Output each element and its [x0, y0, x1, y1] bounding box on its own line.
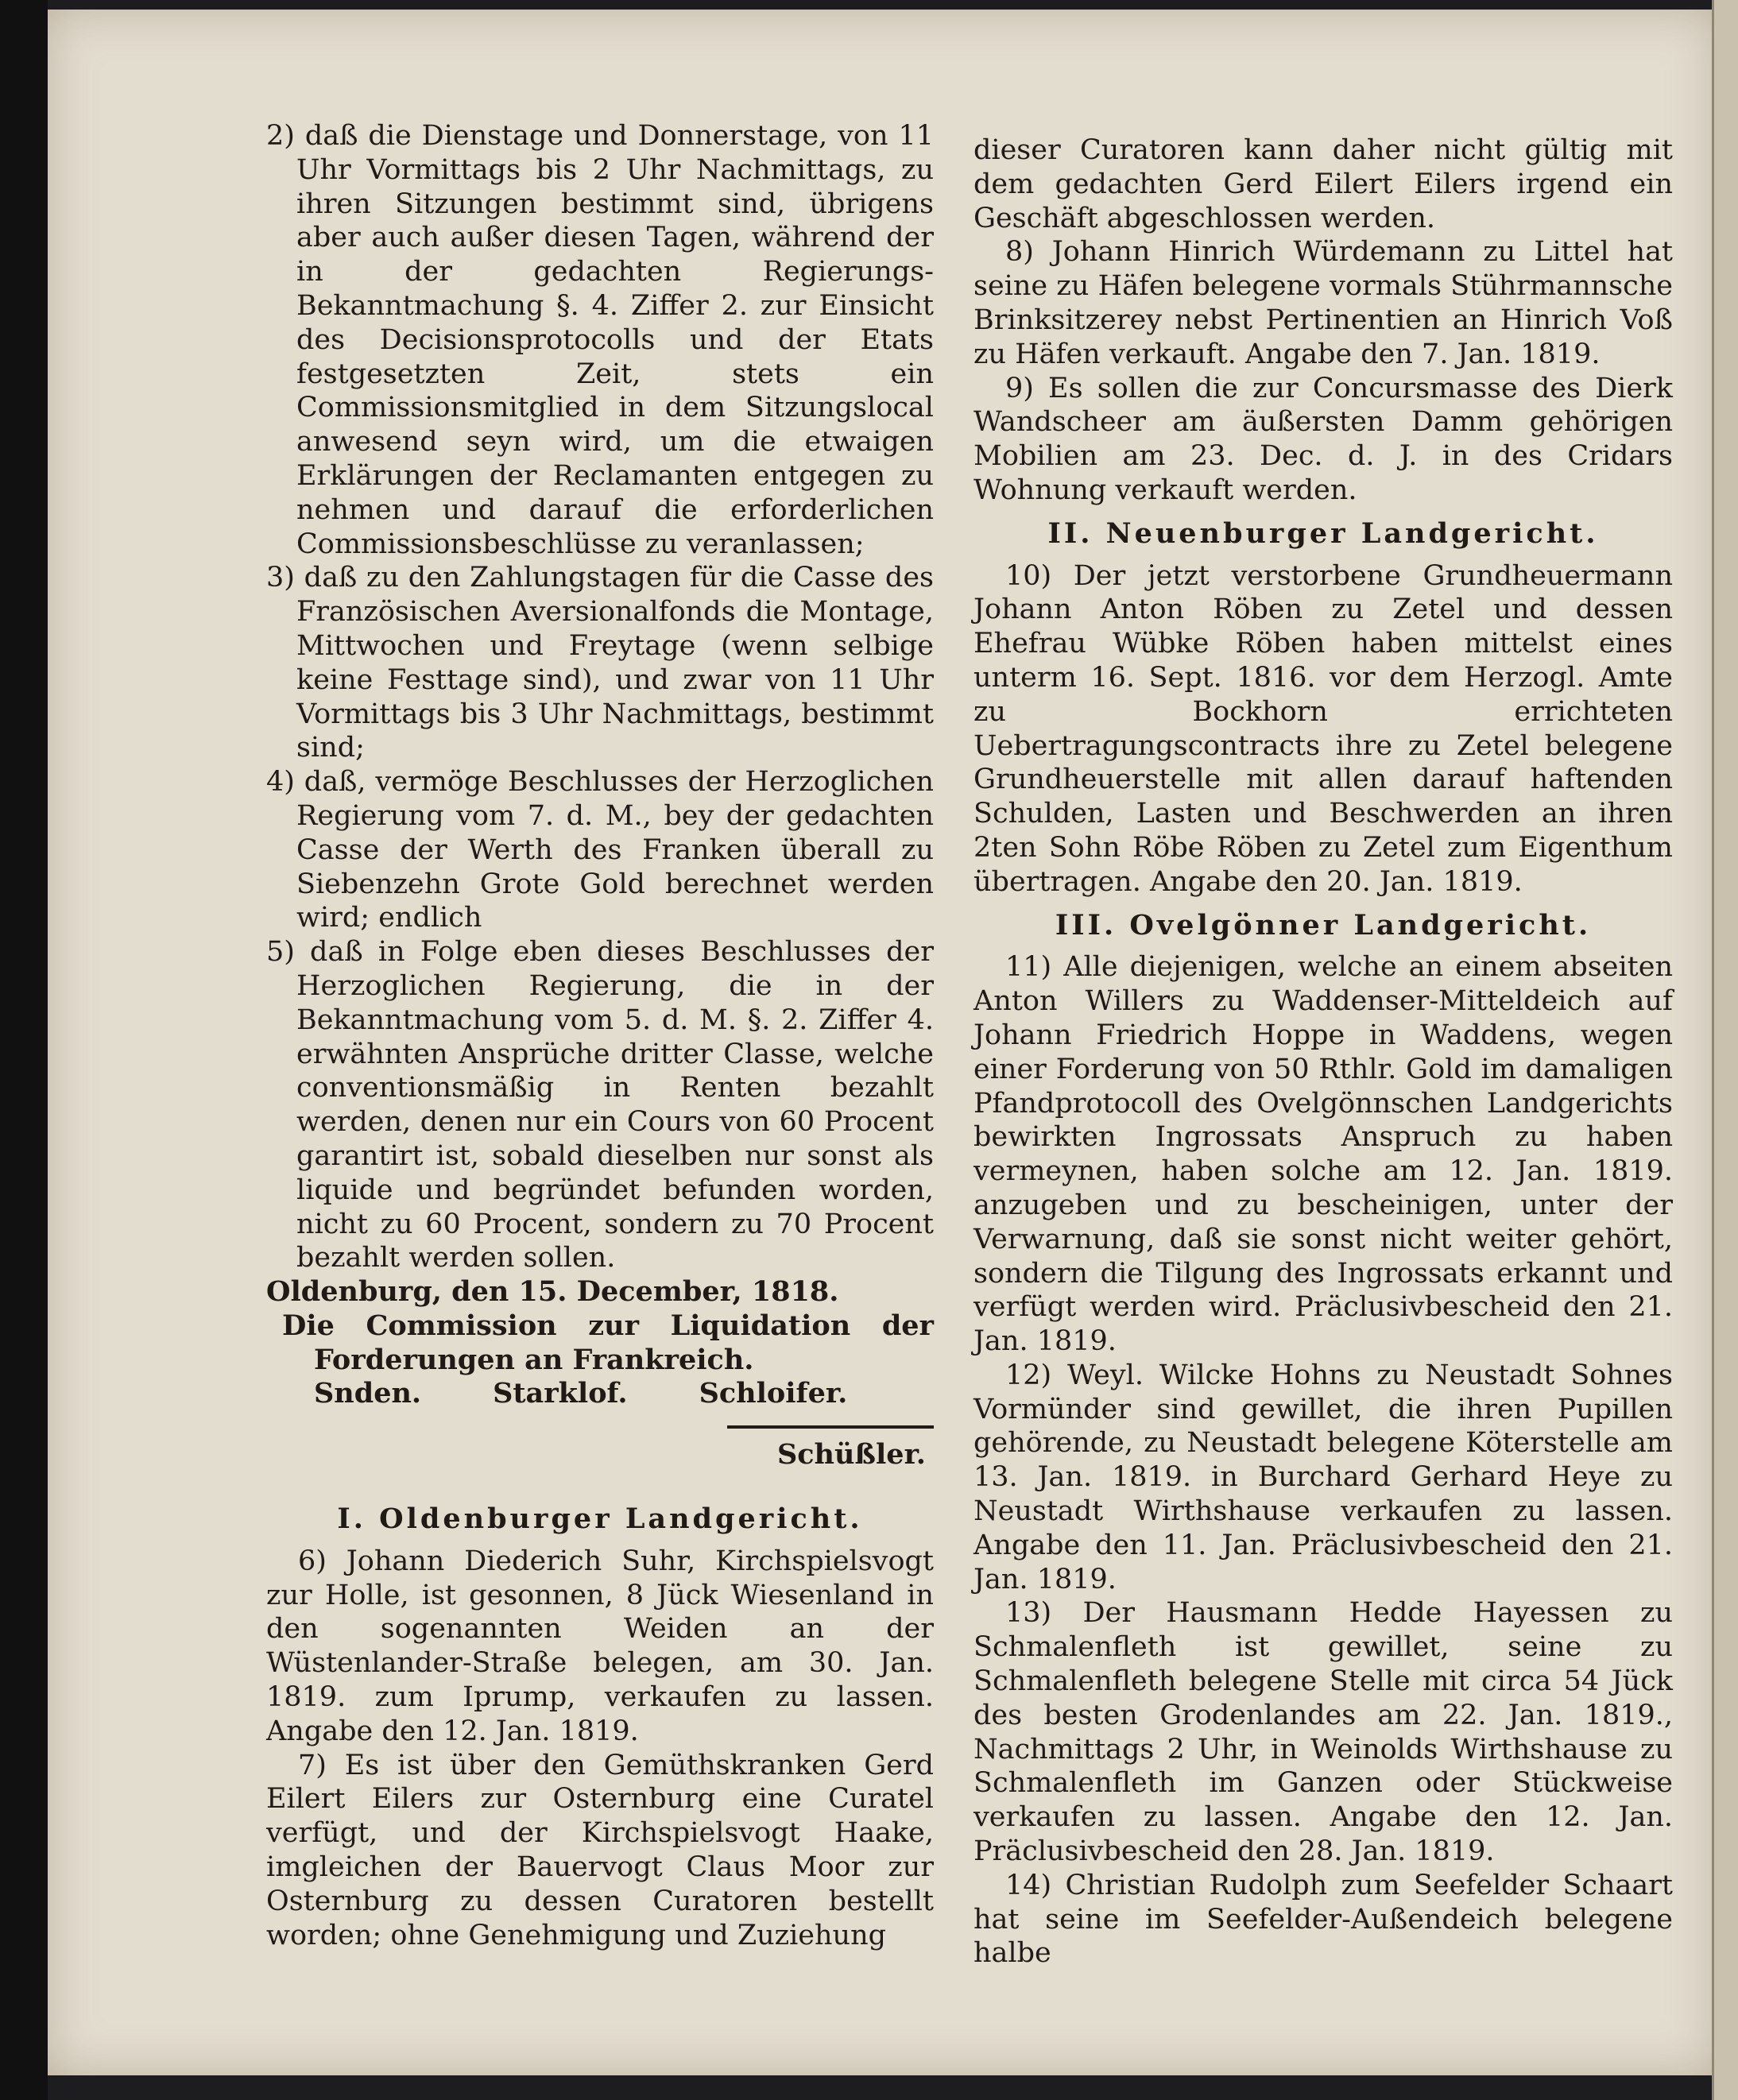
signature: Starklof. — [493, 1377, 628, 1410]
entry-9: 9) Es sollen die zur Concursmasse des Dierk Wandscheer am äußersten Damm gehörigen Mobilien am 23. Dec. d. J. in des Cridars Wohnung verkauft werden. — [974, 372, 1673, 506]
entry-12: 12) Weyl. Wilcke Hohns zu Neustadt Sohnes Vormünder sind gewillet, die ihren Pupillen gehörende, zu Neustadt belegene Köterstelle am 13. Jan. 1819. in Burchard Gerhard Heye zu Neustadt Wirthshause verkaufen zu lassen. Angabe den 11. Jan. Präclusivbescheid den 21. Jan. 1819. — [974, 1359, 1673, 1595]
signature: Schloifer. — [699, 1377, 848, 1410]
binding-shadow — [0, 0, 48, 2100]
entry-6: 6) Johann Diederich Suhr, Kirchspielsvogt zur Holle, ist gesonnen, 8 Jück Wiesenland in den sogenannten Weiden an der Wüstenlander-Straße belegen, am 30. Jan. 1819. zum Iprump, verkaufen zu lassen. Angabe den 12. Jan. 1819. — [266, 1545, 934, 1747]
divider-rule — [727, 1425, 934, 1429]
section-heading-ovelgoenne: III. Ovelgönner Landgericht. — [1055, 908, 1592, 942]
page-edge — [1712, 0, 1738, 2100]
entry-11: 11) Alle diejenigen, welche an einem abseiten Anton Willers zu Waddenser-Mitteldeich auf Johann Friedrich Hoppe in Waddens, wegen einer Forderung von 50 Rthlr. Gold im damaligen Pfandprotocoll des Ovelgönnschen Landgerichts bewirkten Ingrossats Anspruch zu haben vermeynen, haben solche am 12. Jan. 1819. anzugeben und zu bescheinigen, unter der Verwarnung, daß sie sonst nicht weiter gehört, sondern die Tilgung des Ingrossats erkannt und verfügt werden wird. Präclusivbescheid den 21. Jan. 1819. — [974, 951, 1673, 1358]
left-column — [266, 119, 934, 1952]
paragraph-item-3: 3) daß zu den Zahlungstagen für die Casse des Französischen Aversionalfonds die Montage, Mittwochen und Freytage (wenn selbige keine Festtage sind), und zwar von 11 Uhr Vormittags bis 3 Uhr Nachmittags, bestimmt sind; — [266, 562, 934, 764]
section-heading-oldenburg: I. Oldenburger Landgericht. — [337, 1502, 863, 1536]
entry-7-continued: dieser Curatoren kann daher nicht gültig mit dem gedachten Gerd Eilert Eilers irgend ein Geschäft abgeschlossen werden. — [974, 134, 1673, 234]
entry-10: 10) Der jetzt verstorbene Grundheuermann Johann Anton Röben zu Zetel und dessen Ehefrau Wübke Röben haben mittelst eines unterm 16. Sept. 1816. vor dem Herzogl. Amte zu Bockhorn errichteten Uebertragungscontracts ihre zu Zetel belegene Grundheuerstelle mit allen darauf haftenden Schulden, Lasten und Beschwerden an ihren 2ten Sohn Röbe Röben zu Zetel zum Eigenthum übertragen. Angabe den 20. Jan. 1819. — [974, 559, 1673, 898]
entry-8: 8) Johann Hinrich Würdemann zu Littel hat seine zu Häfen belegene vormals Stührmannsche Brinksitzerey nebst Pertinentien an Hinrich Voß zu Häfen verkauft. Angabe den 7. Jan. 1819. — [974, 236, 1673, 370]
entry-7: 7) Es ist über den Gemüthskranken Gerd Eilert Eilers zur Osternburg eine Curatel verfügt, und der Kirchspielsvogt Haake, imgleichen der Bauervogt Claus Moor zur Osternburg zu dessen Curatoren bestellt worden; ohne Genehmigung und Zuziehung — [266, 1749, 934, 1951]
last-signature: Schüßler. — [776, 1438, 926, 1472]
place-date: Oldenburg, den 15. December, 1818. — [266, 1275, 839, 1309]
paragraph-item-5: 5) daß in Folge eben dieses Beschlusses der Herzoglichen Regierung, die in der Bekanntmachung vom 5. d. M. §. 2. Ziffer 4. erwähnten Ansprüche dritter Classe, welche conventionsmäßig in Renten bezahlt werden, denen nur ein Cours von 60 Procent garantirt ist, sobald dieselben nur sonst als liquide und begründet befunden worden, nicht zu 60 Procent, sondern zu 70 Procent bezahlt werden sollen. — [266, 936, 934, 1274]
right-column — [974, 133, 1673, 1970]
commission-title: Die Commission zur Liquidation der Forderungen an Frankreich. — [282, 1309, 934, 1376]
signature: Snden. — [314, 1377, 422, 1410]
paragraph-item-2: 2) daß die Dienstage und Donnerstage, von 11 Uhr Vormittags bis 2 Uhr Nachmittags, zu ihren Sitzungen bestimmt sind, übrigens aber auch außer diesen Tagen, während der in der gedachten Regierungs-Bekanntmachung §. 4. Ziffer 2. zur Einsicht des Decisionsprotocolls und der Etats festgesetzten Zeit, stets ein Commissionsmitglied in dem Sitzungslocal anwesend seyn wird, um die etwaigen Erklärungen der Reclamanten entgegen zu nehmen und darauf die erforderlichen Commissionsbeschlüsse zu veranlassen; — [266, 120, 934, 560]
section-heading-neuenburg: II. Neuenburger Landgericht. — [1047, 516, 1599, 550]
entry-14: 14) Christian Rudolph zum Seefelder Schaart hat seine im Seefelder-Außendeich belegene halbe — [974, 1869, 1673, 1970]
entry-13: 13) Der Hausmann Hedde Hayessen zu Schmalenfleth ist gewillet, seine zu Schmalenfleth belegene Stelle mit circa 54 Jück des besten Grodenlandes am 22. Jan. 1819., Nachmittags 2 Uhr, in Weinolds Wirthshause zu Schmalenfleth im Ganzen oder Stückweise verkaufen zu lassen. Angabe den 12. Jan. Präclusivbescheid den 28. Jan. 1819. — [974, 1597, 1673, 1868]
paragraph-item-4: 4) daß, vermöge Beschlusses der Herzoglichen Regierung vom 7. d. M., bey der gedachten Casse der Werth des Franken überall zu Siebenzehn Grote Gold berechnet werden wird; endlich — [266, 766, 934, 934]
signature-row — [266, 1377, 934, 1411]
